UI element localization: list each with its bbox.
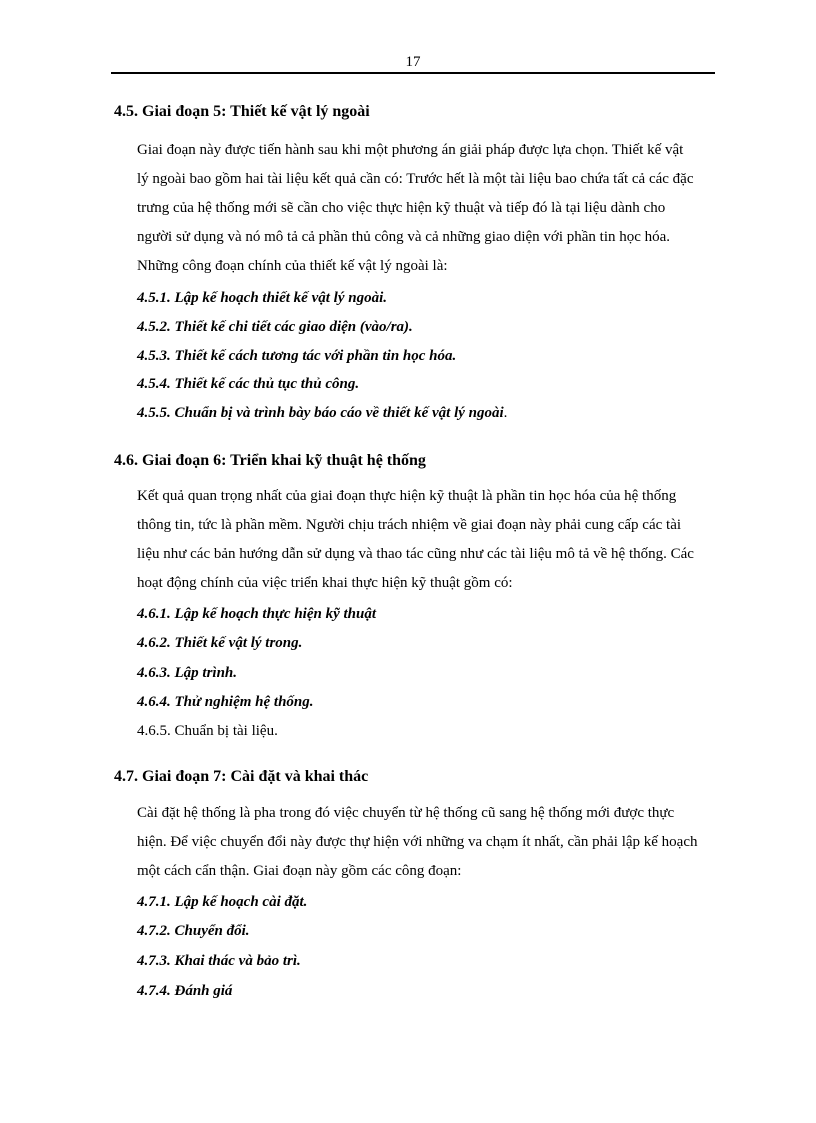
paragraph-line: hiện. Để việc chuyển đổi này được thự hiện với những va chạm ít nhất, cần phải lập kế hoạch: [137, 834, 698, 850]
list-item: 4.6.4. Thử nghiệm hệ thống.: [137, 694, 314, 710]
list-item: 4.5.1. Lập kế hoạch thiết kế vật lý ngoài.: [137, 290, 387, 306]
paragraph-line: người sử dụng và nó mô tả cả phần thủ công và cả những giao diện với phần tin học hóa.: [137, 229, 671, 245]
list-item: 4.6.2. Thiết kế vật lý trong.: [137, 635, 303, 651]
list-item: 4.6.5. Chuẩn bị tài liệu.: [137, 723, 278, 739]
paragraph-line: hoạt động chính của việc triển khai thực hiện kỹ thuật gồm có:: [137, 575, 513, 591]
list-item: 4.5.4. Thiết kế các thủ tục thủ công.: [137, 376, 360, 392]
paragraph-line: Những công đoạn chính của thiết kế vật lý ngoài là:: [137, 258, 448, 274]
page-number: 17: [405, 54, 421, 70]
list-item: 4.7.3. Khai thác và bảo trì.: [137, 953, 301, 969]
paragraph-line: Kết quả quan trọng nhất của giai đoạn thực hiện kỹ thuật là phần tin học hóa của hệ thống: [137, 488, 677, 504]
paragraph-line: trưng của hệ thống mới sẽ cần cho việc thực hiện kỹ thuật và tiếp đó là tại liệu dành cho: [137, 200, 666, 216]
paragraph-line: lý ngoài bao gồm hai tài liệu kết quả cần có: Trước hết là một tài liệu bao chứa tất cả các đặc: [137, 171, 694, 187]
list-item: 4.6.3. Lập trình.: [137, 665, 238, 681]
paragraph-line: Cài đặt hệ thống là pha trong đó việc chuyển từ hệ thống cũ sang hệ thống mới được thực: [137, 805, 675, 821]
list-item: 4.5.5. Chuẩn bị và trình bày báo cáo về thiết kế vật lý ngoài.: [137, 405, 508, 421]
section-heading-4-7: 4.7. Giai đoạn 7: Cài đặt và khai thác: [114, 768, 369, 785]
paragraph-line: Giai đoạn này được tiến hành sau khi một phương án giải pháp được lựa chọn. Thiết kế vật: [137, 142, 684, 158]
paragraph-line: một cách cẩn thận. Giai đoạn này gồm các công đoạn:: [137, 863, 462, 879]
paragraph-line: thông tin, tức là phần mềm. Người chịu trách nhiệm về giai đoạn này phải cung cấp các tài: [137, 517, 682, 533]
section-paragraph-4-7: [137, 799, 735, 886]
list-item: 4.7.4. Đánh giá: [137, 983, 233, 999]
list-item: 4.5.2. Thiết kế chi tiết các giao diện (vào/ra).: [137, 319, 413, 335]
list-item: 4.7.1. Lập kế hoạch cài đặt.: [137, 894, 308, 910]
list-item: 4.7.2. Chuyển đổi.: [137, 923, 250, 939]
section-heading-4-6: 4.6. Giai đoạn 6: Triển khai kỹ thuật hệ thống: [114, 452, 426, 469]
section-paragraph-4-5: [137, 136, 735, 281]
section-heading-4-5: 4.5. Giai đoạn 5: Thiết kế vật lý ngoài: [114, 103, 370, 120]
paragraph-line: liệu như các bản hướng dẫn sử dụng và thao tác cũng như các tài liệu mô tả về hệ thống. Các: [137, 546, 694, 562]
list-item: 4.5.3. Thiết kế cách tương tác với phần tin học hóa.: [137, 348, 457, 364]
section-paragraph-4-6: [137, 482, 735, 598]
list-item: 4.6.1. Lập kế hoạch thực hiện kỹ thuật: [137, 606, 377, 622]
